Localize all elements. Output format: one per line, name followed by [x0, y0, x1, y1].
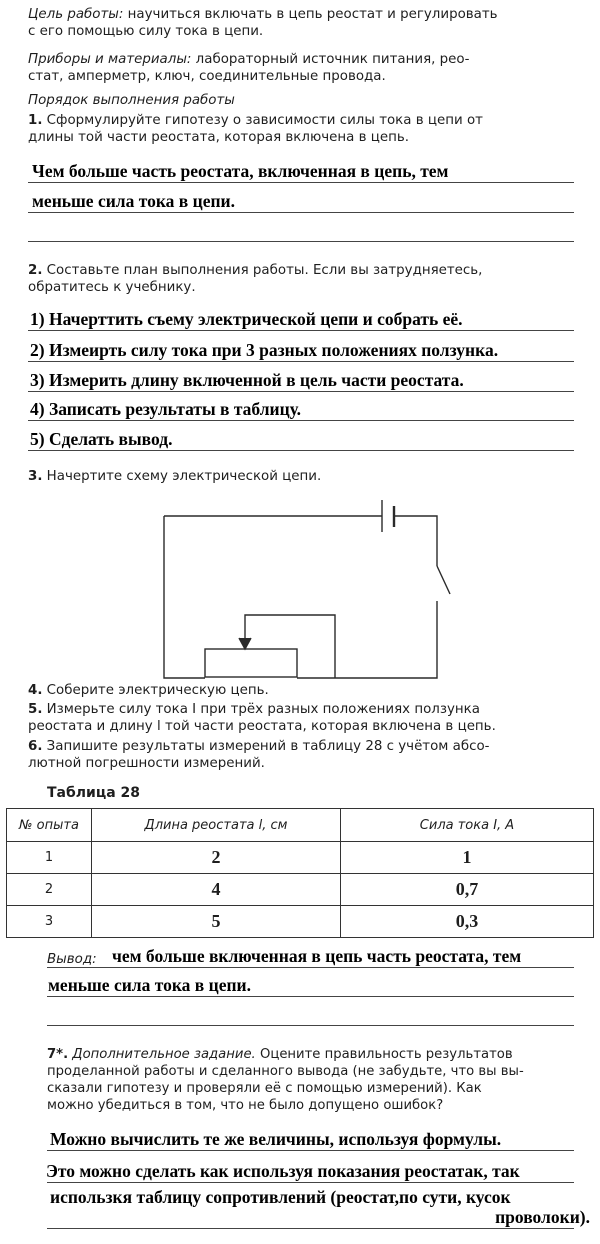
rheostat-body — [205, 649, 297, 677]
task1-answer-line1: Чем больше часть реостата, включенная в цепь, тем — [32, 161, 449, 181]
slider-arrow — [239, 638, 251, 649]
task5-text: 5. Измерьте силу тока I при трёх разных положениях ползунка реостата и длину l той части реостата, которая включена в цепь. — [28, 702, 496, 734]
task7-answer-line4: проволоки). — [495, 1207, 590, 1227]
task3-text: 3. Начертите схему электрической цепи. — [28, 469, 322, 484]
cell-experiment-no: 1 — [7, 842, 92, 874]
conclusion-label: Вывод: — [47, 952, 97, 967]
cell-current: 1 — [341, 842, 594, 874]
task1-answer-line2: меньше сила тока в цепи. — [32, 191, 236, 211]
task7-answer-line2: Это можно сделать как используя показания реостатак, так — [46, 1161, 520, 1181]
task1-text: 1. Сформулируйте гипотезу о зависимости силы тока в цепи от длины той части реостата, которая включена в цепь. — [28, 113, 483, 145]
wire-left-top — [164, 516, 205, 678]
plan-item-2: 2) Измеирть силу тока при 3 разных положениях ползунка. — [30, 340, 499, 360]
materials-text: Приборы и материалы: лабораторный источник питания, рео- стат, амперметр, ключ, соединительные провода. — [28, 52, 470, 84]
task6-text: 6. Запишите результаты измерений в таблицу 28 с учётом абсо- лютной погрешности измерений. — [28, 739, 490, 771]
table-row — [7, 906, 594, 938]
answer-rule — [47, 1150, 574, 1151]
cell-length: 4 — [92, 874, 341, 906]
answer-rule — [47, 967, 574, 968]
table-header-row — [7, 809, 594, 842]
header-experiment-no: № опыта — [7, 809, 92, 842]
plan-item-5: 5) Сделать вывод. — [30, 429, 173, 449]
switch-blade — [437, 566, 450, 594]
task7-answer-line1: Можно вычислить те же величины, используя формулы. — [50, 1129, 502, 1149]
procedure-title: Порядок выполнения работы — [28, 93, 235, 108]
goal-text: Цель работы: научиться включать в цепь реостат и регулировать с его помощью силу тока в цепи. — [28, 7, 498, 39]
results-table — [6, 808, 594, 938]
table-caption: Таблица 28 — [47, 785, 141, 801]
cell-experiment-no: 3 — [7, 906, 92, 938]
answer-rule — [47, 1228, 574, 1229]
answer-rule — [47, 1182, 574, 1183]
plan-item-4: 4) Записать результаты в таблицу. — [30, 399, 302, 419]
conclusion-answer-line1: чем больше включенная в цепь часть реостата, тем — [112, 946, 522, 966]
header-rheostat-length: Длина реостата l, см — [92, 809, 341, 842]
cell-current: 0,3 — [341, 906, 594, 938]
table-row — [7, 874, 594, 906]
slider-wire — [245, 615, 335, 678]
cell-experiment-no: 2 — [7, 874, 92, 906]
cell-length: 5 — [92, 906, 341, 938]
header-current: Сила тока I, А — [341, 809, 594, 842]
conclusion-answer-line2: меньше сила тока в цепи. — [48, 975, 252, 995]
task2-text: 2. Составьте план выполнения работы. Если вы затрудняетесь, обратитесь к учебнику. — [28, 263, 483, 295]
cell-current: 0,7 — [341, 874, 594, 906]
table-row — [7, 842, 594, 874]
cell-length: 2 — [92, 842, 341, 874]
plan-item-1: 1) Начерттить съему электрической цепи и собрать её. — [30, 309, 463, 329]
task4-text: 4. Соберите электрическую цепь. — [28, 683, 269, 698]
task7-text: 7*. Дополнительное задание. Оцените правильность результатов проделанной работы и сделанного вывода (не забудьте, что вы вы- сказали гипотезу и проверяли её с помощью измерений). Как можно убедиться в том, что не было допущено ошибок? — [47, 1047, 524, 1113]
task7-answer-line3: использкя таблицу сопротивлений (реостат,по сути, кусок — [50, 1187, 511, 1207]
wire-top-right — [394, 516, 437, 566]
answer-rule — [47, 996, 574, 997]
plan-item-3: 3) Измерить длину включенной в цель части реостата. — [30, 370, 464, 390]
answer-rule — [47, 1025, 574, 1026]
wire-right-bottom — [297, 601, 437, 678]
